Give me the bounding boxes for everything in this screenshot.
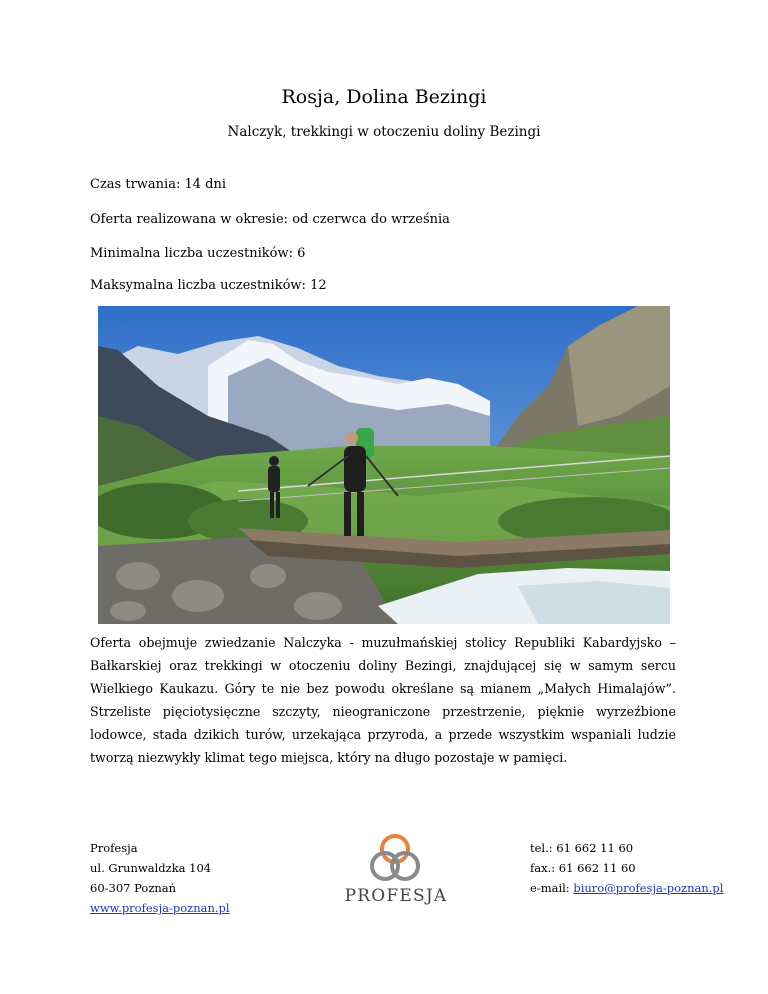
street-address: ul. Grunwaldzka 104: [90, 861, 212, 875]
phone-number: tel.: 61 662 11 60: [530, 841, 634, 855]
detail-value: 12: [310, 278, 327, 293]
mountain-trekking-photo: [98, 306, 670, 624]
detail-value: 14 dni: [184, 177, 226, 192]
page-title: Rosja, Dolina Bezingi: [281, 86, 487, 108]
city-address: 60-307 Poznań: [90, 881, 177, 895]
offer-description: Oferta obejmuje zwiedzanie Nalczyka - muzułmańskiej stolicy Republiki Kabardyjsko – Bałkarskiej oraz trekkingi w otoczeniu doliny Bezingi, znajdującej się w samym sercu Wielkiego Kaukazu. Góry te nie bez powodu określane są mianem „Małych Himalajów”. Strzeliste pięciotysięczne szczyty, nieograniczone przestrzenie, pięknie wyrzeźbione lodowce, stada dzikich turów, urzekająca przyroda, a przede wszystkim wspaniali ludzie tworzą niezwykły klimat tego miejsca, który na długo pozostaje w pamięci.: [90, 635, 676, 765]
email-label: e-mail:: [530, 881, 574, 895]
detail-period: [90, 212, 450, 227]
footer-contact: [530, 838, 723, 898]
website-link[interactable]: www.profesja-poznan.pl: [90, 901, 230, 915]
email-link[interactable]: biuro@profesja-poznan.pl: [573, 881, 724, 895]
footer-address: [90, 838, 230, 918]
detail-min-participants: [90, 246, 305, 261]
detail-value: 6: [297, 246, 306, 261]
detail-label: Oferta realizowana w okresie:: [90, 212, 289, 227]
email-line: [530, 878, 723, 898]
detail-label: Minimalna liczba uczestników:: [90, 246, 293, 261]
detail-max-participants: [90, 278, 327, 293]
detail-label: Maksymalna liczba uczestników:: [90, 278, 306, 293]
detail-value: od czerwca do września: [292, 212, 450, 227]
detail-duration: [90, 177, 226, 192]
detail-label: Czas trwania:: [90, 177, 181, 192]
page-subtitle: Nalczyk, trekkingi w otoczeniu doliny Bezingi: [227, 124, 541, 140]
company-name: Profesja: [90, 841, 138, 855]
fax-number: fax.: 61 662 11 60: [530, 861, 636, 875]
logo-wordmark: PROFESJA: [344, 886, 448, 906]
